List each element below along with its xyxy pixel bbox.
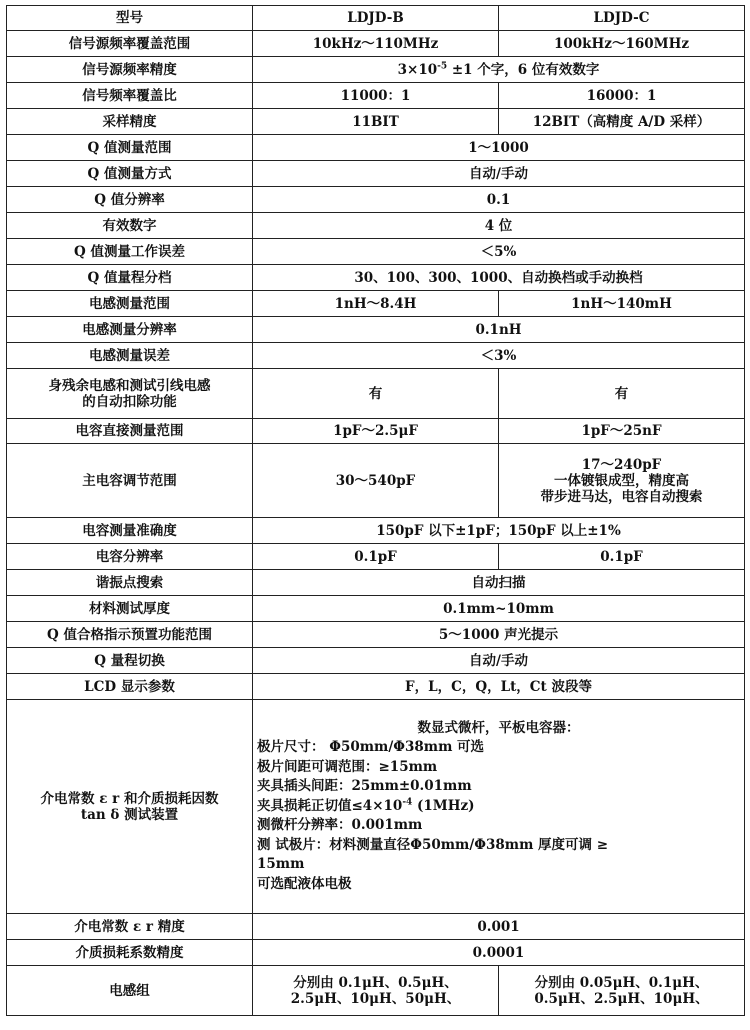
table-row (7, 622, 745, 648)
cell-line: 0.5μH、2.5μH、10μH、 (534, 990, 709, 1007)
value-base: 3×10 (397, 61, 438, 78)
row-label-line: 身残余电感和测试引线电感 (48, 377, 211, 394)
row-value: 0.1nH (253, 317, 745, 343)
table-row (7, 317, 745, 343)
header-model: 型号 (7, 6, 253, 31)
header-ldjd-c: LDJD-C (499, 6, 745, 31)
row-value: 4 位 (253, 213, 745, 239)
row-label: 电容测量准确度 (7, 518, 253, 544)
row-value-c (499, 966, 745, 1016)
cell-line: 分别由 0.1μH、0.5μH、 (293, 974, 458, 991)
row-label: 信号源频率精度 (7, 57, 253, 83)
table-row (7, 135, 745, 161)
cell-line: 分别由 0.05μH、0.1μH、 (534, 974, 709, 991)
row-label: 信号频率覆盖比 (7, 83, 253, 109)
row-label: 电感组 (7, 966, 253, 1016)
fixture-line (257, 797, 740, 817)
table-row (7, 57, 745, 83)
fixture-line-rest: (1MHz) (412, 797, 475, 814)
row-value-c: 12BIT（高精度 A/D 采样） (499, 109, 745, 135)
table-row (7, 187, 745, 213)
row-value-c: 0.1pF (499, 544, 745, 570)
header-row (7, 6, 745, 31)
row-value: ＜3% (253, 343, 745, 369)
row-label: 材料测试厚度 (7, 596, 253, 622)
fixture-line: 测微杆分辨率：0.001mm (257, 817, 423, 834)
row-label: 电容分辨率 (7, 544, 253, 570)
row-value: 自动/手动 (253, 161, 745, 187)
table-row (7, 213, 745, 239)
row-value: 30、100、300、1000、自动换档或手动换档 (253, 265, 745, 291)
fixture-line: 15mm (257, 856, 305, 873)
row-label: Q 值量程分档 (7, 265, 253, 291)
spec-table (6, 5, 745, 1016)
table-row (7, 518, 745, 544)
row-value-b: 1pF～2.5μF (253, 419, 499, 444)
row-value: 0.1mm~10mm (253, 596, 745, 622)
row-value: 0.0001 (253, 940, 745, 966)
row-value-b: 有 (253, 369, 499, 419)
table-row (7, 83, 745, 109)
row-value-c (499, 444, 745, 518)
table-row (7, 674, 745, 700)
row-label: LCD 显示参数 (7, 674, 253, 700)
fixture-line: 极片尺寸： Φ50mm/Φ38mm 可选 (257, 739, 485, 756)
table-row (7, 161, 745, 187)
fixture-line: 可选配液体电极 (257, 875, 352, 892)
row-value: 0.001 (253, 914, 745, 940)
row-label: 电容直接测量范围 (7, 419, 253, 444)
cell-line: 带步进马达，电容自动搜索 (540, 488, 703, 505)
row-label (7, 700, 253, 914)
fixture-spec-cell (253, 700, 745, 914)
table-row (7, 648, 745, 674)
row-value-c: 100kHz～160MHz (499, 31, 745, 57)
header-ldjd-b: LDJD-B (253, 6, 499, 31)
row-value: 0.1 (253, 187, 745, 213)
row-label: 采样精度 (7, 109, 253, 135)
row-value: ＜5% (253, 239, 745, 265)
row-value: 1～1000 (253, 135, 745, 161)
row-value-b: 11000：1 (253, 83, 499, 109)
fixture-line: 极片间距可调范围：≥15mm (257, 758, 438, 775)
row-label: 介质损耗系数精度 (7, 940, 253, 966)
cell-line: 2.5μH、10μH、50μH、 (290, 990, 461, 1007)
row-value: 自动/手动 (253, 648, 745, 674)
row-label: Q 值测量方式 (7, 161, 253, 187)
fixture-title: 数显式微杆，平板电容器： (417, 719, 580, 736)
table-row (7, 239, 745, 265)
row-label: 有效数字 (7, 213, 253, 239)
row-label: 主电容调节范围 (7, 444, 253, 518)
table-row (7, 343, 745, 369)
row-value-c: 1nH～140mH (499, 291, 745, 317)
row-label: 电感测量误差 (7, 343, 253, 369)
row-label: 信号源频率覆盖范围 (7, 31, 253, 57)
table-row (7, 700, 745, 914)
row-label: 电感测量分辨率 (7, 317, 253, 343)
row-value-c: 16000：1 (499, 83, 745, 109)
row-label: Q 值合格指示预置功能范围 (7, 622, 253, 648)
row-value-b (253, 966, 499, 1016)
table-row (7, 966, 745, 1016)
cell-line: 一体镀银成型，精度高 (554, 472, 689, 489)
row-value-b: 0.1pF (253, 544, 499, 570)
row-label: Q 值分辨率 (7, 187, 253, 213)
row-value: F，L，C，Q，Lt，Ct 波段等 (253, 674, 745, 700)
table-row (7, 914, 745, 940)
row-value: 自动扫描 (253, 570, 745, 596)
row-label-line: 介电常数 ε r 和介质损耗因数 (40, 790, 219, 807)
table-row (7, 265, 745, 291)
row-label-line: tan δ 测试装置 (80, 806, 179, 823)
table-row (7, 291, 745, 317)
row-value-b: 1nH～8.4H (253, 291, 499, 317)
value-rest: ±1 个字，6 位有效数字 (447, 61, 600, 78)
row-label: 谐振点搜索 (7, 570, 253, 596)
table-row (7, 444, 745, 518)
value-exponent: -5 (437, 61, 448, 71)
row-label-line: 的自动扣除功能 (82, 393, 177, 410)
row-value-b: 30～540pF (253, 444, 499, 518)
table-row (7, 544, 745, 570)
table-row (7, 31, 745, 57)
row-value-b: 11BIT (253, 109, 499, 135)
row-label (7, 369, 253, 419)
row-label: Q 值测量工作误差 (7, 239, 253, 265)
row-label: 电感测量范围 (7, 291, 253, 317)
row-value (253, 57, 745, 83)
row-label: 介电常数 ε r 精度 (7, 914, 253, 940)
row-value: 5～1000 声光提示 (253, 622, 745, 648)
fixture-line-base: 夹具损耗正切值≤4×10 (257, 797, 403, 814)
table-row (7, 419, 745, 444)
row-value: 150pF 以下±1pF；150pF 以上±1% (253, 518, 745, 544)
row-label: Q 值测量范围 (7, 135, 253, 161)
row-label: Q 量程切换 (7, 648, 253, 674)
row-value-c: 1pF～25nF (499, 419, 745, 444)
fixture-line: 测 试极片：材料测量直径Φ50mm/Φ38mm 厚度可调 ≥ (257, 836, 609, 853)
row-value-b: 10kHz～110MHz (253, 31, 499, 57)
fixture-line-exponent: -4 (402, 797, 413, 808)
cell-line: 17～240pF (581, 456, 662, 473)
fixture-line: 夹具插头间距：25mm±0.01mm (257, 778, 472, 795)
table-row (7, 940, 745, 966)
table-row (7, 369, 745, 419)
table-row (7, 109, 745, 135)
table-row (7, 570, 745, 596)
row-value-c: 有 (499, 369, 745, 419)
table-row (7, 596, 745, 622)
